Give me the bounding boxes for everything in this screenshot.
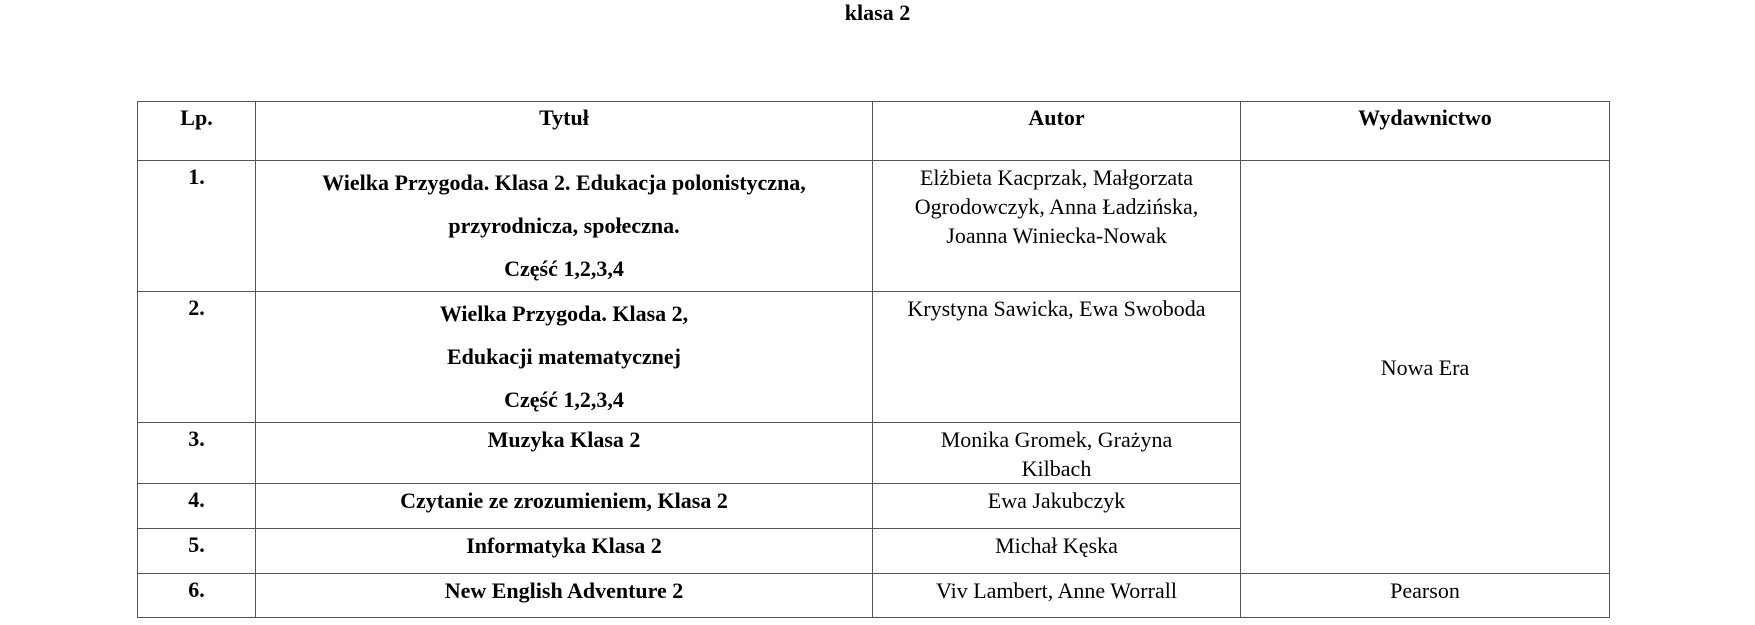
- title-line: Wielka Przygoda. Klasa 2. Edukacja polonistyczna,: [322, 170, 806, 195]
- title-line: Wielka Przygoda. Klasa 2,: [439, 301, 689, 326]
- row-author: [873, 161, 1241, 292]
- author-line: Krystyna Sawicka, Ewa Swoboda: [907, 296, 1206, 321]
- author-line: Joanna Winiecka-Nowak: [946, 223, 1167, 248]
- title-line: Część 1,2,3,4: [504, 256, 624, 281]
- header-author: Autor: [873, 102, 1241, 161]
- row-author: [873, 292, 1241, 423]
- row-title: [256, 529, 873, 574]
- author-line: Michał Kęska: [995, 533, 1118, 558]
- row-lp: 6.: [138, 574, 256, 618]
- title-line: Edukacji matematycznej: [446, 344, 681, 369]
- author-line: Ewa Jakubczyk: [987, 488, 1126, 513]
- row-author: [873, 574, 1241, 618]
- header-title: Tytuł: [256, 102, 873, 161]
- row-title: [256, 423, 873, 484]
- table-row: [138, 574, 1610, 618]
- title-line: przyrodnicza, społeczna.: [448, 213, 680, 238]
- row-publisher: Pearson: [1241, 574, 1610, 618]
- row-lp: 5.: [138, 529, 256, 574]
- row-title: [256, 574, 873, 618]
- row-publisher-merged: Nowa Era: [1241, 161, 1610, 574]
- table-row: [138, 161, 1610, 292]
- title-line: Informatyka Klasa 2: [466, 533, 662, 558]
- author-line: Viv Lambert, Anne Worrall: [936, 578, 1177, 603]
- row-author: [873, 529, 1241, 574]
- author-line: Kilbach: [1021, 456, 1092, 481]
- title-line: Część 1,2,3,4: [504, 387, 624, 412]
- row-title: [256, 292, 873, 423]
- title-line: New English Adventure 2: [444, 578, 684, 603]
- row-author: [873, 423, 1241, 484]
- author-line: Ogrodowczyk, Anna Ładzińska,: [914, 194, 1199, 219]
- book-list-table: [137, 101, 1610, 618]
- author-line: Monika Gromek, Grażyna: [940, 427, 1173, 452]
- row-lp: 4.: [138, 484, 256, 529]
- author-line: Elżbieta Kacprzak, Małgorzata: [919, 165, 1193, 190]
- header-publisher: Wydawnictwo: [1241, 102, 1610, 161]
- title-line: Czytanie ze zrozumieniem, Klasa 2: [400, 488, 728, 513]
- row-title: [256, 161, 873, 292]
- row-lp: 1.: [138, 161, 256, 292]
- row-title: [256, 484, 873, 529]
- header-row: [138, 102, 1610, 161]
- row-author: [873, 484, 1241, 529]
- header-lp: Lp.: [138, 102, 256, 161]
- page-title: klasa 2: [844, 0, 911, 25]
- title-line: Muzyka Klasa 2: [487, 427, 641, 452]
- row-lp: 2.: [138, 292, 256, 423]
- row-lp: 3.: [138, 423, 256, 484]
